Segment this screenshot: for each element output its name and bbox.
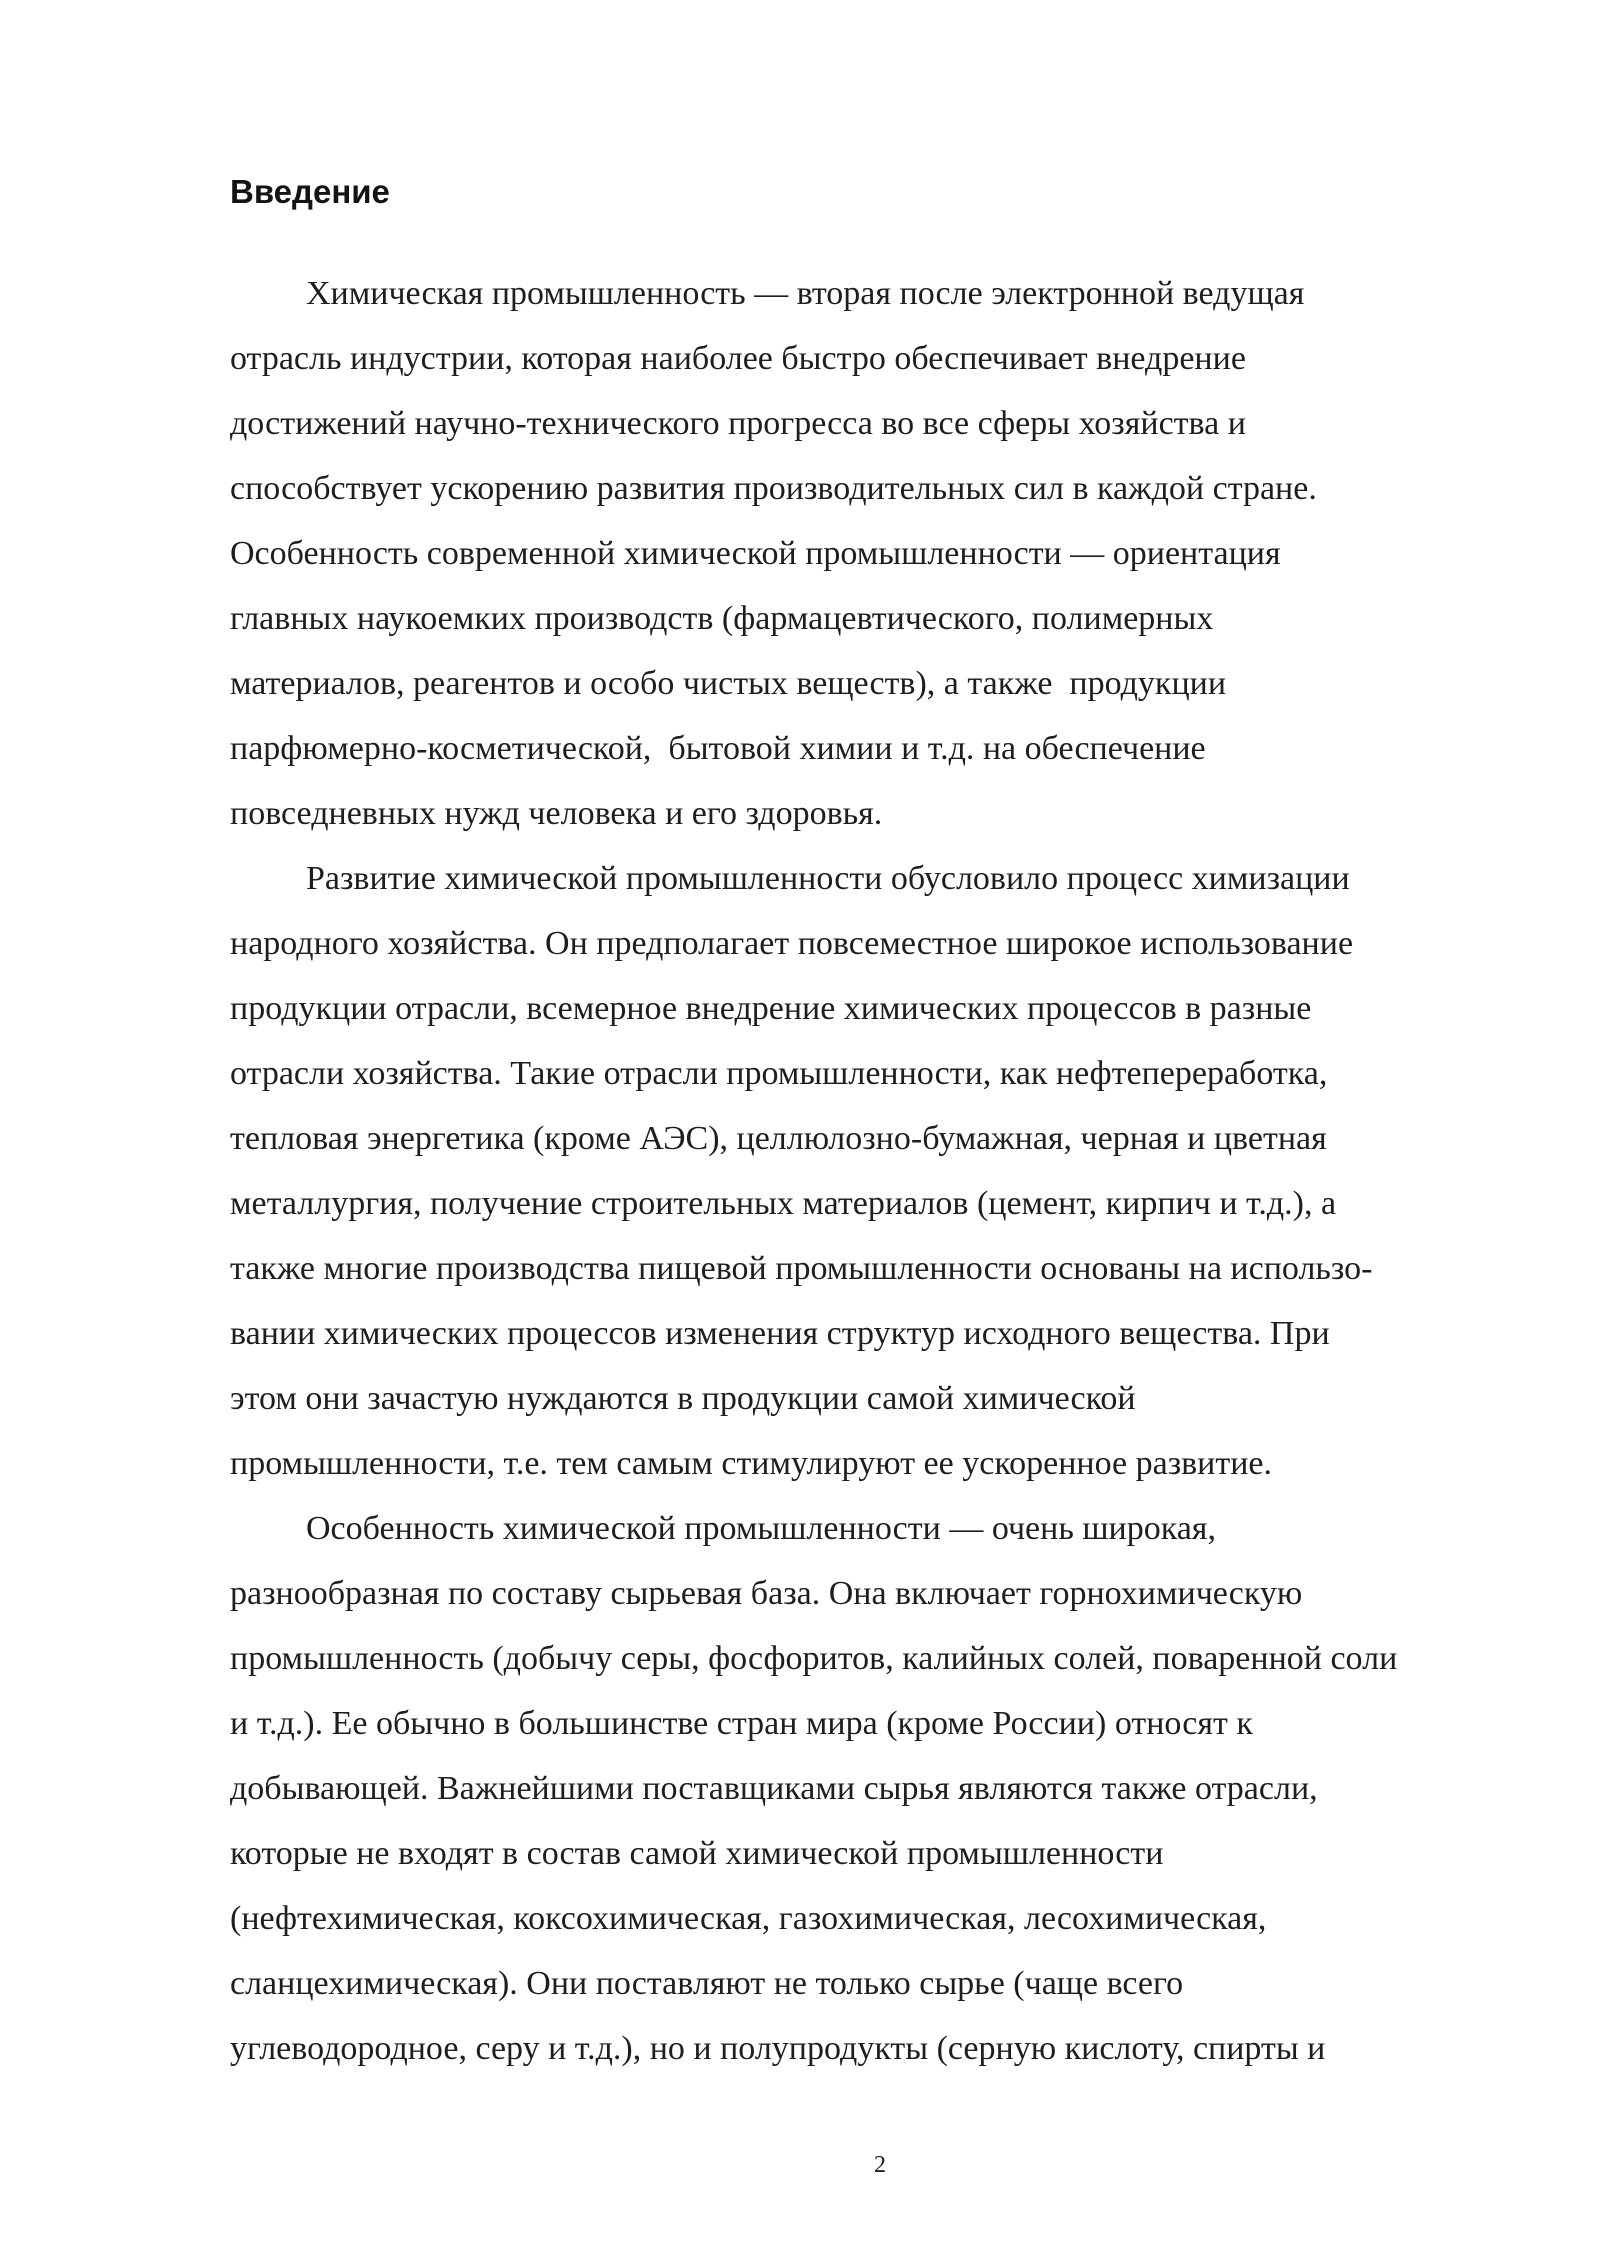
text-line: отрасли хозяйства. Такие отрасли промышленности, как нефтепереработка, [230,1055,1328,1092]
text-line: этом они зачастую нуждаются в продукции самой химической [230,1380,1136,1417]
text-line: парфюмерно-косметической, бытовой химии и т.д. на обеспечение [230,730,1206,767]
text-line: металлургия, получение строительных материалов (цемент, кирпич и т.д.), а [230,1185,1337,1222]
text-line: вании химических процессов изменения структур исходного вещества. При [230,1315,1330,1352]
text-line: и т.д.). Ее обычно в большинстве стран мира (кроме России) относят к [230,1705,1253,1742]
text-line: материалов, реагентов и особо чистых веществ), а также продукции [230,665,1227,702]
text-line: продукции отрасли, всемерное внедрение химических процессов в разные [230,990,1312,1027]
text-line: повседневных нужд человека и его здоровья. [230,795,883,832]
text-line: разнообразная по составу сырьевая база. Она включает горнохимическую [230,1575,1303,1612]
text-line: отрасль индустрии, которая наиболее быстро обеспечивает внедрение [230,340,1246,377]
section-heading: Введение [230,173,390,210]
text-line: (нефтехимическая, коксохимическая, газохимическая, лесохимическая, [230,1900,1267,1937]
text-line: Особенность современной химической промышленности — ориентация [230,535,1281,572]
text-line: Особенность химической промышленности — очень широкая, [306,1510,1216,1547]
text-line: добывающей. Важнейшими поставщиками сырья являются также отрасли, [230,1770,1318,1807]
text-line: способствует ускорению развития производительных сил в каждой стране. [230,470,1317,507]
text-line: которые не входят в состав самой химической промышленности [230,1835,1164,1872]
text-line: достижений научно-технического прогресса во все сферы хозяйства и [230,405,1246,442]
text-line: промышленности, т.е. тем самым стимулируют ее ускоренное развитие. [230,1445,1273,1482]
text-line: народного хозяйства. Он предполагает повсеместное широкое использование [230,925,1354,962]
page-number: 2 [874,2152,886,2178]
text-line: промышленность (добычу серы, фосфоритов, калийных солей, поваренной соли [230,1640,1398,1677]
text-line: тепловая энергетика (кроме АЭС), целлюлозно-бумажная, черная и цветная [230,1120,1327,1157]
text-line: главных наукоемких производств (фармацевтического, полимерных [230,600,1214,637]
text-line: Развитие химической промышленности обусловило процесс химизации [306,860,1350,897]
text-line: углеводородное, серу и т.д.), но и полупродукты (серную кислоту, спирты и [230,2030,1326,2067]
text-line: Химическая промышленность — вторая после электронной ведущая [306,275,1305,312]
text-line: сланцехимическая). Они поставляют не только сырье (чаще всего [230,1965,1184,2002]
text-line: также многие производства пищевой промышленности основаны на использо- [230,1250,1373,1287]
